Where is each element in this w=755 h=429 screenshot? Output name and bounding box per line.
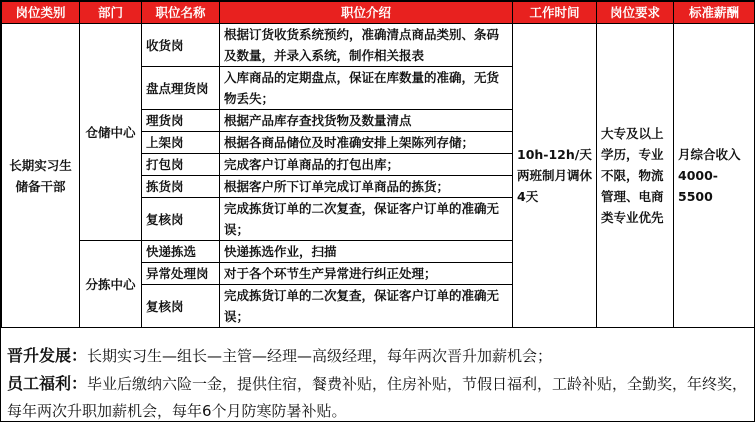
benefits-line (7, 370, 748, 425)
position-name: 打包岗 (142, 154, 220, 176)
position-desc: 入库商品的定期盘点，保证在库数量的准确，无货物丢失； (220, 67, 513, 110)
job-category-cell: 长期实习生储备干部 (2, 24, 80, 328)
position-desc: 快递拣选作业，扫描 (220, 241, 513, 263)
position-name: 盘点理货岗 (142, 67, 220, 110)
position-name: 拣货岗 (142, 176, 220, 198)
table-header-row (2, 2, 755, 24)
salary-cell: 月综合收入4000-5500 (674, 24, 755, 328)
position-desc: 根据订货收货系统预约，准确清点商品类别、条码及数量，并录入系统，制作相关报表 (220, 24, 513, 67)
position-name: 复核岗 (142, 285, 220, 328)
work-time-cell: 10h-12h/天两班制月调休4天 (513, 24, 597, 328)
position-name: 快递拣选 (142, 241, 220, 263)
header-department: 部门 (80, 2, 142, 24)
position-name: 理货岗 (142, 110, 220, 132)
footer-notes (1, 338, 754, 429)
position-name: 复核岗 (142, 198, 220, 241)
position-name: 上架岗 (142, 132, 220, 154)
promotion-label: 晋升发展： (7, 346, 88, 365)
department-sorting: 分拣中心 (80, 241, 142, 328)
header-requirements: 岗位要求 (597, 2, 674, 24)
header-work-time: 工作时间 (513, 2, 597, 24)
department-warehouse: 仓储中心 (80, 24, 142, 241)
benefits-text: 毕业后缴纳六险一金，提供住宿，餐费补贴，住房补贴，节假日福利，工龄补贴，全勤奖，年终奖，每年两次升职加薪机会，每年6个月防寒防暑补贴。 (7, 375, 748, 420)
benefits-label: 员工福利： (7, 374, 88, 393)
position-desc: 根据产品库存查找货物及数量清点 (220, 110, 513, 132)
header-category: 岗位类别 (2, 2, 80, 24)
position-name: 异常处理岗 (142, 263, 220, 285)
position-desc: 根据各商品储位及时准确安排上架陈列存储； (220, 132, 513, 154)
position-desc: 完成客户订单商品的打包出库； (220, 154, 513, 176)
promotion-line (7, 342, 748, 370)
job-positions-table (1, 1, 755, 328)
header-salary: 标准薪酬 (674, 2, 755, 24)
requirements-cell: 大专及以上学历，专业不限，物流管理、电商类专业优先 (597, 24, 674, 328)
header-position-intro: 职位介绍 (220, 2, 513, 24)
position-desc: 对于各个环节生产异常进行纠正处理； (220, 263, 513, 285)
table-row (2, 24, 755, 67)
promotion-text: 长期实习生—组长—主管—经理—高级经理，每年两次晋升加薪机会； (87, 347, 553, 365)
position-name: 收货岗 (142, 24, 220, 67)
header-position-name: 职位名称 (142, 2, 220, 24)
position-desc: 完成拣货订单的二次复查，保证客户订单的准确无误； (220, 198, 513, 241)
position-desc: 完成拣货订单的二次复查，保证客户订单的准确无误； (220, 285, 513, 328)
position-desc: 根据客户所下订单完成订单商品的拣货； (220, 176, 513, 198)
